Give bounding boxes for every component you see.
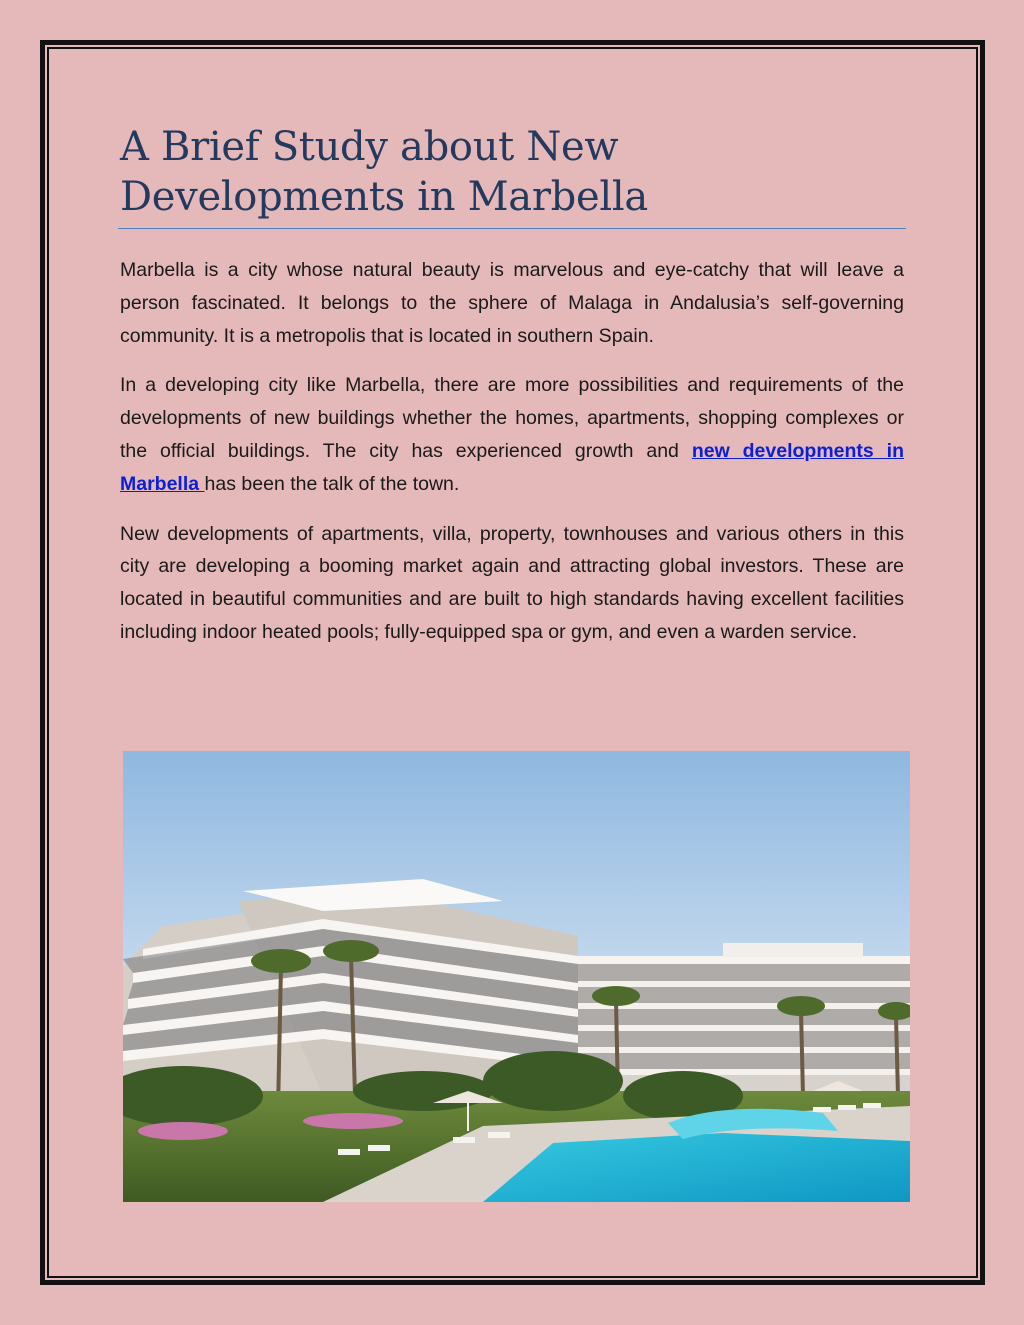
- paragraph-developments: [120, 369, 904, 500]
- paragraph-intro: Marbella is a city whose natural beauty is marvelous and eye-catchy that will leave a person fascinated. It belongs to the sphere of Malaga in Andalusia’s self-governing community. It is a metropolis that is located in southern Spain.: [120, 259, 904, 347]
- paragraph-developments-tail: has been the talk of the town.: [204, 472, 460, 495]
- right-building: [578, 943, 910, 1111]
- new-developments-link[interactable]: new developments in Marbella: [120, 439, 904, 495]
- marbella-development-photo: [123, 751, 910, 1202]
- document-title: A Brief Study about New Developments in Marbella: [120, 124, 648, 220]
- title-underline: [118, 228, 906, 229]
- paragraph-facilities: New developments of apartments, villa, property, townhouses and various others in this city are developing a booming market again and attracting global investors. These are located in beautiful communities and are built to high standards having excellent facilities including indoor heated pools; fully-equipped spa or gym, and even a warden service.: [120, 522, 904, 643]
- paragraph-developments-text: In a developing city like Marbella, there are more possibilities and requirements of the developments of new buildings whether the homes, apartments, shopping complexes or the official buildings. The city has experienced growth and: [120, 374, 904, 462]
- document-body: [120, 254, 904, 666]
